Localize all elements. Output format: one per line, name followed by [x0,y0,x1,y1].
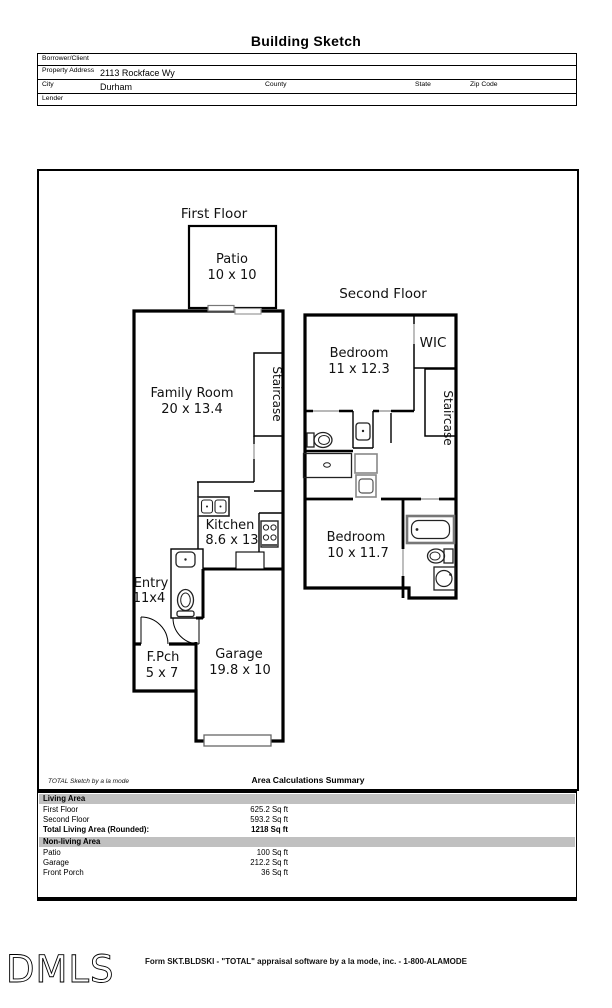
stove-icon [261,521,278,547]
row-label: Second Floor [43,815,90,824]
summary-row-first-floor [38,805,576,815]
state-label: State [415,81,431,88]
summary-row-second-floor [38,815,576,825]
borrower-row [38,54,576,65]
row-value: 36 Sq ft [261,868,288,877]
porch-label: F.Pch [146,650,180,665]
nonliving-area-header: Non-living Area [39,837,575,847]
pantry-closet [236,552,264,569]
row-value: 212.2 Sq ft [250,858,288,867]
property-header-table [37,53,577,106]
summary-row-front-porch [38,868,576,878]
entry-label: Entry [133,576,169,591]
front-door [141,617,168,644]
summary-row-total-living [38,825,576,835]
total-sketch-branding: TOTAL Sketch by a la mode [48,778,129,785]
property-address-label: Property Address [42,67,95,74]
property-address-value: 2113 Rockface Wy [100,68,175,78]
floor-plan-sketch [37,169,579,791]
kitchen-dims: 8.6 x 13 [205,533,259,548]
patio-sliding-door [208,306,261,315]
garage-dims: 19.8 x 10 [209,663,271,678]
garage-door [204,735,271,746]
row-label: Total Living Area (Rounded): [43,825,150,834]
bedroom2-dims: 10 x 11.7 [327,546,389,561]
row-value: 593.2 Sq ft [250,815,288,824]
row-label: First Floor [43,805,79,814]
row-value: 1218 Sq ft [251,825,288,834]
summary-row-garage [38,858,576,868]
row-label: Patio [43,848,61,857]
second-floor-title: Second Floor [339,286,427,302]
staircase2-label: Staircase [441,390,455,446]
half-bath-toilet-icon [177,590,194,617]
property-address-row [38,65,576,79]
living-area-header: Living Area [39,794,575,804]
garage-entry-door [173,618,199,644]
dmls-logo-text: DMLS [6,948,114,991]
room-labels [133,206,455,681]
porch-dims: 5 x 7 [145,666,179,681]
tub-icon [407,516,454,543]
lender-label: Lender [42,95,64,102]
lender-row [38,93,576,105]
patio-walls [189,226,276,308]
form-footer-text: Form SKT.BLDSKI - "TOTAL" appraisal software by a la mode, inc. - 1-800-ALAMODE [144,957,467,966]
half-bath-sink-icon [176,552,195,567]
floor-plan-drawing [39,171,577,789]
bedroom1-dims: 11 x 12.3 [328,362,390,377]
borrower-label: Borrower/Client [42,55,89,62]
page-title: Building Sketch [250,33,362,49]
area-calculations-summary [37,791,577,901]
row-label: Garage [43,858,70,867]
county-label: County [265,81,287,88]
closet-sink-icon [356,423,370,440]
wic-label: WIC [419,335,447,351]
row-value: 100 Sq ft [256,848,288,857]
bath2-vanity-icon [304,454,352,478]
bath3-sink-icon [434,567,455,590]
family-room-dims: 20 x 13.4 [161,402,223,417]
bedroom1-label: Bedroom [329,346,389,361]
staircase1-label: Staircase [270,366,284,422]
zip-label: Zip Code [470,81,498,88]
bedroom2-label: Bedroom [326,530,386,545]
patio-label: Patio [216,252,248,267]
kitchen-sink-icon [198,497,229,516]
city-value: Durham [100,82,133,92]
family-room-label: Family Room [150,386,234,401]
entry-dims: 11x4 [132,591,166,606]
patio-dims: 10 x 10 [207,268,257,283]
row-value: 625.2 Sq ft [250,805,288,814]
bath3-toilet-icon [428,549,454,563]
area-calculations-title: Area Calculations Summary [251,775,365,785]
bath2-toilet-icon [307,433,332,448]
row-label: Front Porch [43,868,84,877]
dmls-logo [4,945,114,998]
first-floor-title: First Floor [180,206,248,222]
summary-row-patio [38,848,576,858]
kitchen-label: Kitchen [205,518,255,533]
city-label: City [42,81,54,88]
garage-label: Garage [215,647,263,662]
washer-dryer-icons [355,454,377,497]
city-row [38,79,576,93]
